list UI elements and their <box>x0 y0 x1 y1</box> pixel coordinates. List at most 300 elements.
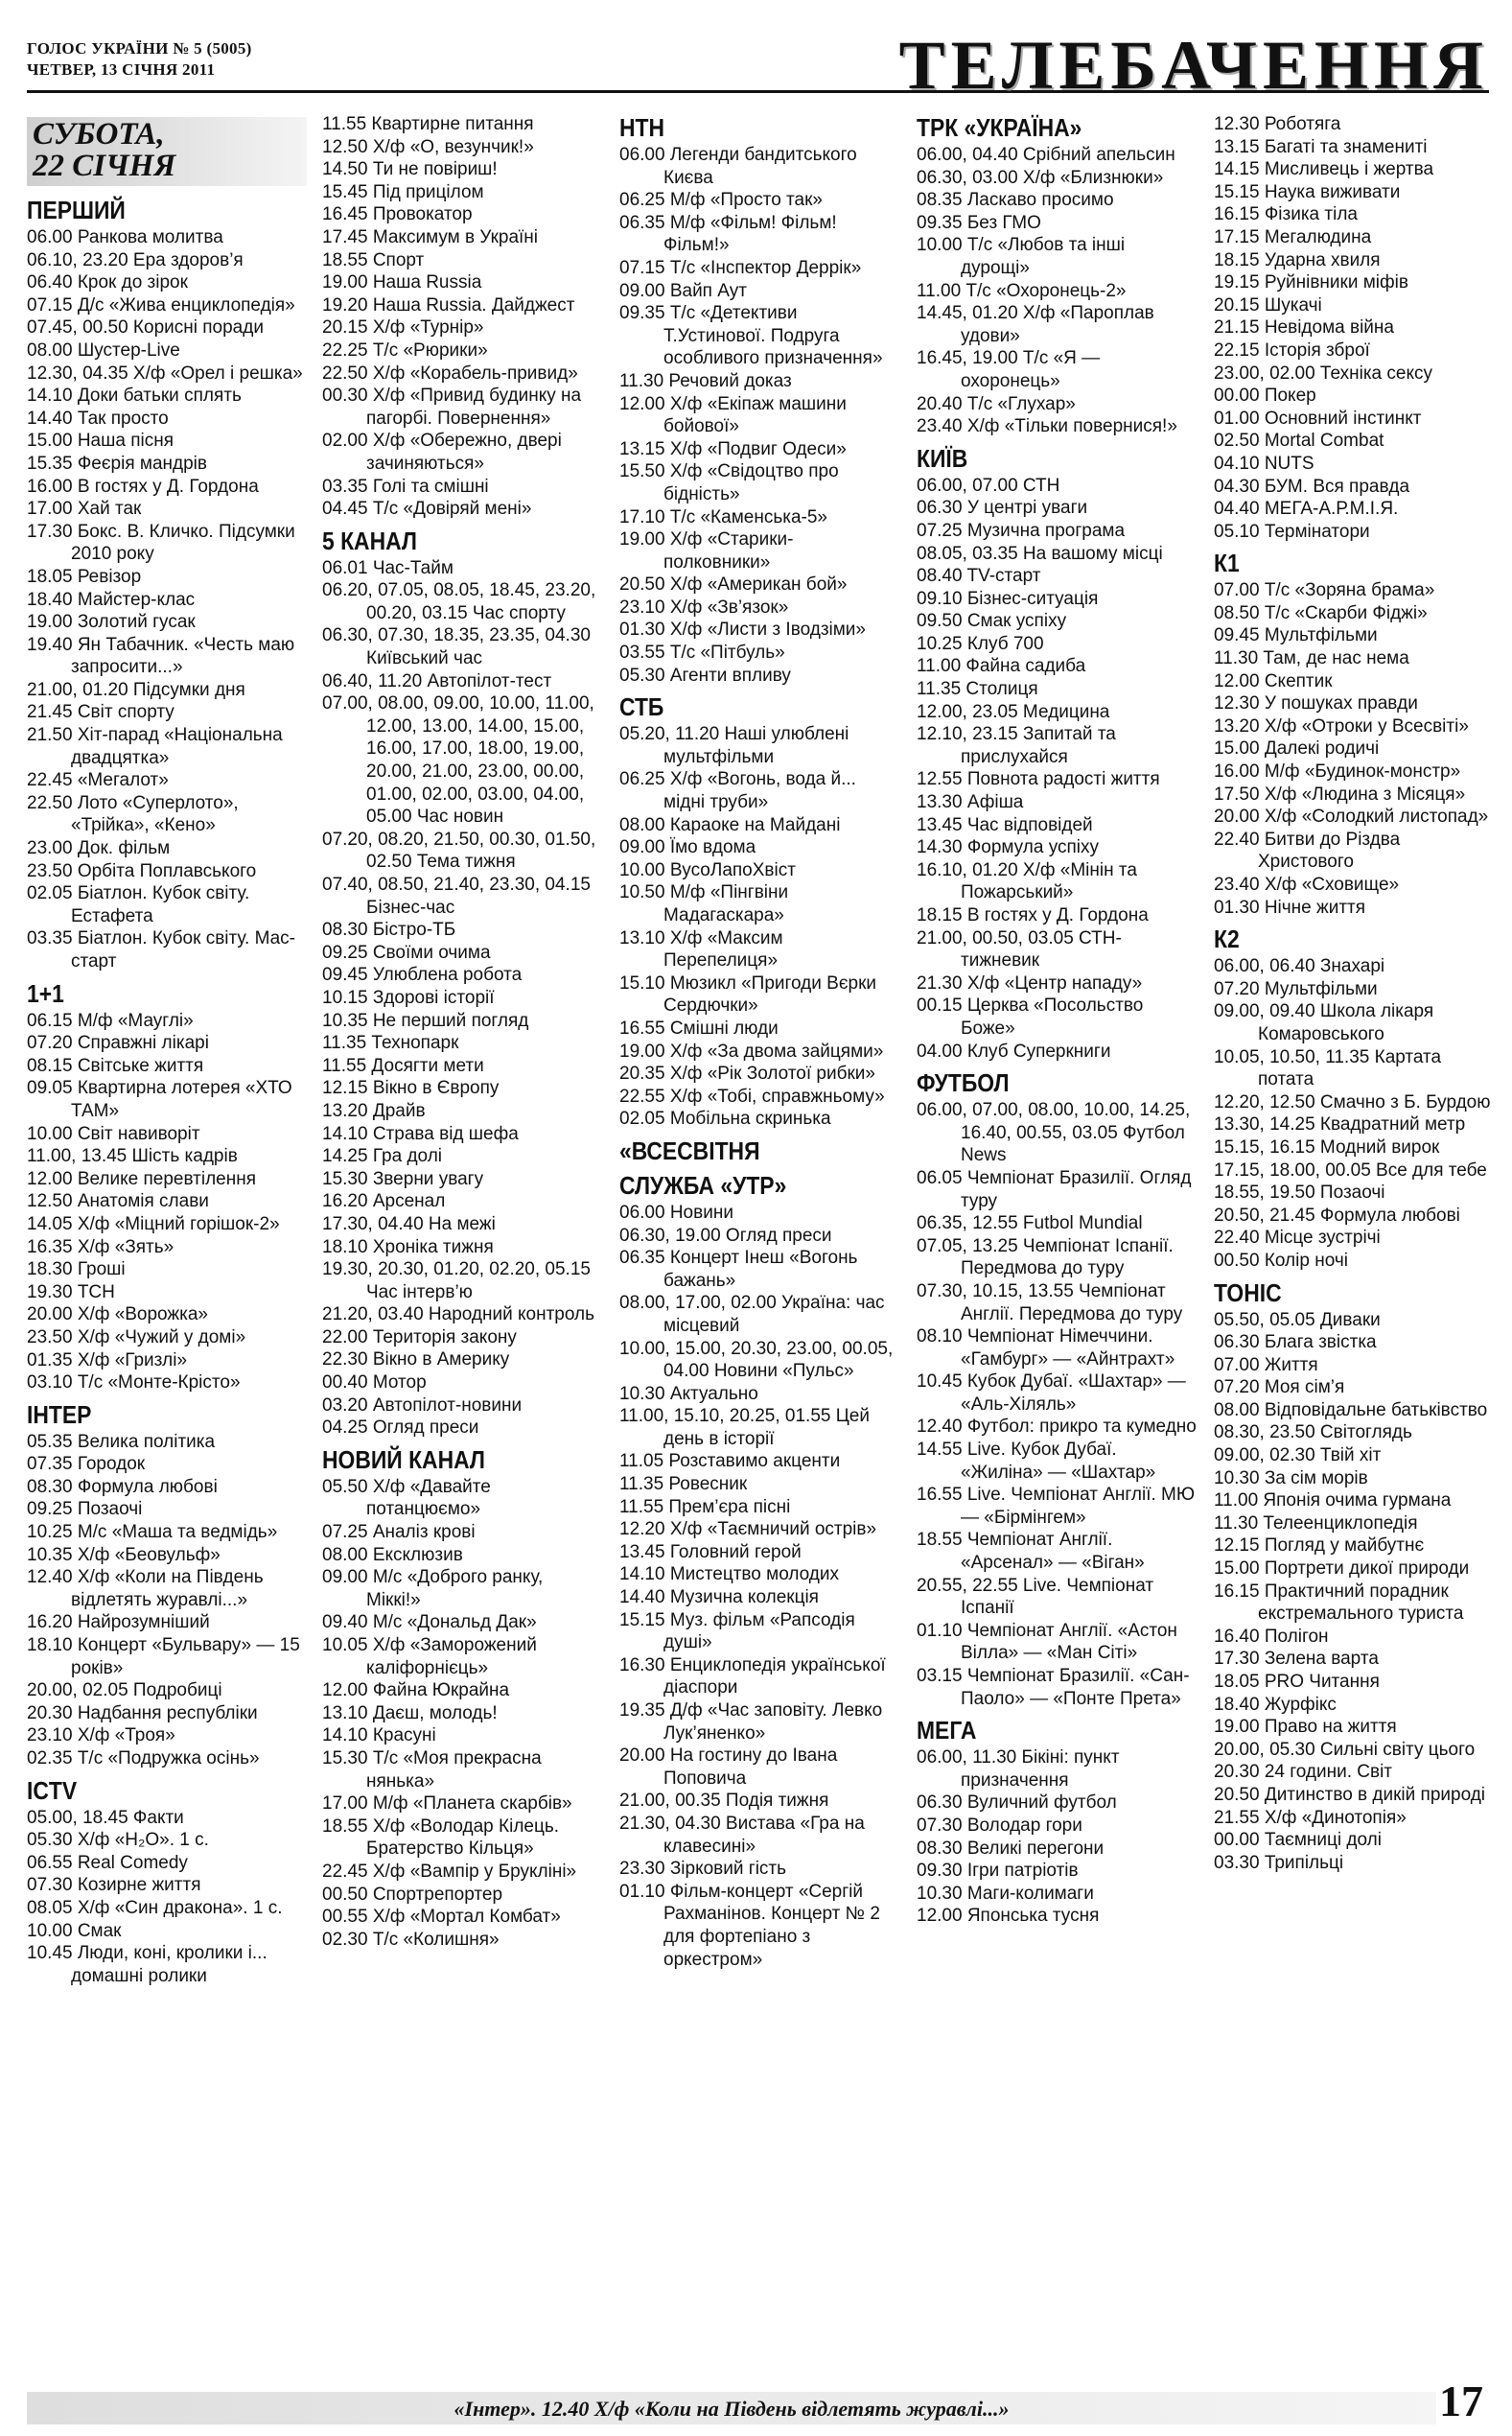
program-listing: 07.20, 08.20, 21.50, 00.30, 01.50, 02.50 Тема тижня <box>322 829 596 873</box>
program-listing: 19.30, 20.30, 01.20, 02.20, 05.15 Час інтерв’ю <box>322 1259 591 1302</box>
program-listing: 08.05, 03.35 На вашому місці <box>917 543 1163 564</box>
program-listing: 14.05 Х/ф «Міцний горішок-2» <box>27 1213 280 1234</box>
program-listing: 11.05 Розставимо акценти <box>619 1451 841 1472</box>
program-listing: 12.40 Х/ф «Коли на Південь відлетять журавлі...» <box>27 1567 264 1610</box>
program-listing: 19.00 Право на життя <box>1214 1717 1397 1738</box>
program-listing: 18.30 Гроші <box>27 1259 126 1280</box>
program-listing: 17.30 Бокс. В. Кличко. Підсумки 2010 року <box>27 521 295 565</box>
program-listing: 18.40 Журфікс <box>1214 1694 1337 1715</box>
program-listing: 09.35 Т/с «Детективи Т.Устинової. Подруга особливого призначення» <box>619 303 883 369</box>
program-listing: 00.00 Таємниці долі <box>1214 1830 1382 1851</box>
program-listing: 10.05, 10.50, 11.35 Картата потата <box>1214 1046 1442 1090</box>
program-listing: 21.45 Світ спорту <box>27 702 174 723</box>
program-listing: 00.00 Покер <box>1214 386 1316 407</box>
program-listing: 19.20 Наша Russia. Дайджест <box>322 294 575 316</box>
program-listing: 16.55 Смішні люди <box>619 1018 779 1039</box>
program-listing: 22.50 Х/ф «Корабель-привид» <box>322 363 578 384</box>
program-listing: 20.15 Шукачі <box>1214 294 1322 316</box>
program-listing: 15.45 Під прицілом <box>322 181 484 202</box>
program-listing: 12.55 Повнота радості життя <box>917 769 1160 790</box>
program-listing: 04.00 Клуб Суперкниги <box>917 1041 1111 1062</box>
program-listing: 11.30 Речовий доказ <box>619 370 792 391</box>
program-listing: 20.30 Надбання республіки <box>27 1702 258 1723</box>
channel-heading: СЛУЖБА «УТР» <box>619 1170 787 1200</box>
program-listing: 01.35 Х/ф «Гризлі» <box>27 1349 188 1370</box>
program-listing: 04.10 NUTS <box>1214 453 1314 474</box>
program-listing: 21.50 Хіт-парад «Національна двадцятка» <box>27 725 283 768</box>
program-listing: 05.50, 05.05 Диваки <box>1214 1309 1381 1330</box>
program-listing: 16.10, 01.20 Х/ф «Мінін та Пожарський» <box>917 859 1137 903</box>
day-weekday: СУБОТА, <box>33 117 165 152</box>
masthead-info <box>27 38 252 81</box>
program-listing: 21.00, 01.20 Підсумки дня <box>27 679 245 700</box>
program-listing: 20.00 На гостину до Івана Поповича <box>619 1745 838 1789</box>
channel-heading: «ВСЕСВІТНЯ <box>619 1136 760 1165</box>
program-listing: 17.10 Т/с «Каменська-5» <box>619 506 827 527</box>
program-listing: 08.10 Чемпіонат Німеччини. «Гамбург» — «Айнтрахт» <box>917 1326 1175 1370</box>
program-listing: 08.50 Т/с «Скарби Фіджі» <box>1214 602 1428 623</box>
program-listing: 06.00 Ранкова молитва <box>27 227 223 247</box>
program-listing: 13.10 Даєш, молодь! <box>322 1702 498 1723</box>
program-listing: 08.35 Ласкаво просимо <box>917 190 1114 211</box>
day-date: 22 СІЧНЯ <box>33 149 176 183</box>
program-listing: 21.15 Невідома війна <box>1214 317 1394 339</box>
day-banner <box>27 117 307 186</box>
program-listing: 05.30 Х/ф «H₂O». 1 с. <box>27 1830 209 1851</box>
program-listing: 15.50 Х/ф «Свідоцтво про бідність» <box>619 461 839 504</box>
program-listing: 07.30 Володар гори <box>917 1815 1082 1836</box>
program-listing: 02.05 Мобільна скринька <box>619 1109 831 1130</box>
program-listing: 08.00 Караоке на Майдані <box>619 814 841 835</box>
program-listing: 07.30, 10.15, 13.55 Чемпіонат Англії. Передмова до туру <box>917 1280 1183 1324</box>
program-listing: 00.15 Церква «Посольство Боже» <box>917 995 1144 1039</box>
program-listing: 19.00 Х/ф «Старики-полковники» <box>619 529 794 573</box>
program-listing: 18.55 Х/ф «Володар Кілець. Братерство Кільця» <box>322 1815 560 1860</box>
channel-heading: НТН <box>619 113 665 142</box>
program-listing: 21.30 Х/ф «Центр нападу» <box>917 972 1143 994</box>
program-listing: 17.30 Зелена варта <box>1214 1649 1379 1670</box>
program-listing: 22.15 Історія зброї <box>1214 340 1370 361</box>
program-listing: 09.00 М/с «Доброго ранку, Міккі!» <box>322 1567 544 1610</box>
program-listing: 20.15 Х/ф «Турнір» <box>322 317 484 339</box>
program-listing: 09.00, 02.30 Твій хіт <box>1214 1445 1382 1466</box>
program-listing: 09.45 Мультфільми <box>1214 625 1378 646</box>
program-listing: 11.35 Технопарк <box>322 1033 459 1054</box>
program-listing: 12.30, 04.35 Х/ф «Орел і решка» <box>27 363 303 384</box>
program-listing: 02.05 Біатлон. Кубок світу. Естафета <box>27 883 250 926</box>
program-listing: 12.50 Х/ф «О, везунчик!» <box>322 136 534 157</box>
program-listing: 22.50 Лото «Суперлото», «Трійка», «Кено» <box>27 792 239 836</box>
program-listing: 18.05 PRO Читання <box>1214 1672 1380 1692</box>
program-listing: 06.00, 04.40 Срібний апельсин <box>917 145 1175 165</box>
program-listing: 19.35 Д/ф «Час заповіту. Левко Лук’яненко» <box>619 1700 883 1744</box>
program-listing: 17.30, 04.40 На межі <box>322 1213 496 1234</box>
channel-heading: СТБ <box>619 692 664 722</box>
page-header <box>27 27 1489 105</box>
program-listing: 22.40 Місце зустрічі <box>1214 1228 1381 1249</box>
program-listing: 19.15 Руйнівники міфів <box>1214 272 1408 293</box>
program-listing: 14.55 Live. Кубок Дубаї. «Жиліна» — «Шахтар» <box>917 1440 1156 1483</box>
program-listing: 21.00, 00.50, 03.05 СТН-тижневик <box>917 927 1122 972</box>
page-number: 17 <box>1439 2377 1483 2425</box>
channel-heading: 5 КАНАЛ <box>322 526 417 555</box>
program-listing: 20.50, 21.45 Формула любові <box>1214 1205 1460 1226</box>
program-listing: 14.30 Формула успіху <box>917 837 1099 858</box>
program-listing: 01.30 Нічне життя <box>1214 897 1366 918</box>
program-listing: 11.00, 13.45 Шість кадрів <box>27 1146 238 1167</box>
paper-issue: ГОЛОС УКРАЇНИ № 5 (5005) <box>27 39 252 58</box>
program-listing: 06.00, 06.40 Знахарі <box>1214 956 1385 977</box>
program-listing: 10.05 Х/ф «Заморожений каліфорнієць» <box>322 1635 537 1678</box>
program-listing: 06.00 Новини <box>619 1202 733 1223</box>
program-listing: 19.30 ТСН <box>27 1281 115 1302</box>
program-listing: 05.50 Х/ф «Давайте потанцюємо» <box>322 1476 491 1520</box>
program-listing: 10.30 Маги-колимаги <box>917 1883 1094 1904</box>
program-listing: 03.20 Автопілот-новини <box>322 1394 523 1416</box>
program-listing: 04.25 Огляд преси <box>322 1417 479 1439</box>
program-listing: 15.15, 16.15 Модний вирок <box>1214 1136 1440 1158</box>
program-listing: 17.50 Х/ф «Людина з Місяця» <box>1214 784 1466 805</box>
channel-heading: ПЕРШИЙ <box>27 196 126 224</box>
program-listing: 01.10 Чемпіонат Англії. «Астон Вілла» — «Ман Сіті» <box>917 1620 1177 1664</box>
program-listing: 01.10 Фільм-концерт «Сергій Рахманінов. Концерт № 2 для фортепіано з оркестром» <box>619 1881 880 1970</box>
program-listing: 08.40 TV-старт <box>917 566 1041 587</box>
program-listing: 20.00 Х/ф «Солодкий листопад» <box>1214 807 1489 828</box>
program-listing: 06.55 Real Comedy <box>27 1852 188 1873</box>
program-listing: 21.00, 00.35 Подія тижня <box>619 1791 829 1812</box>
program-listing: 06.30, 03.00 Х/ф «Близнюки» <box>917 167 1164 188</box>
program-listing: 16.30 Енциклопедія української діаспори <box>619 1654 886 1698</box>
program-listing: 17.00 Хай так <box>27 499 142 520</box>
program-listing: 16.35 Х/ф «Зять» <box>27 1236 174 1257</box>
program-listing: 19.00 Наша Russia <box>322 272 482 293</box>
program-listing: 20.35 Х/ф «Рік Золотої рибки» <box>619 1064 875 1085</box>
program-listing: 22.30 Вікно в Америку <box>322 1349 510 1370</box>
program-listing: 16.45, 19.00 Т/с «Я — охоронець» <box>917 348 1101 391</box>
program-listing: 12.20 Х/ф «Таємничий острів» <box>619 1519 877 1540</box>
program-listing: 12.30 У пошуках правди <box>1214 693 1418 714</box>
channel-heading: ТРК «УКРАЇНА» <box>917 113 1082 142</box>
channel-heading: ІНТЕР <box>27 1399 92 1429</box>
program-listing: 18.05 Ревізор <box>27 566 142 587</box>
program-listing: 06.35, 12.55 Futbol Mundial <box>917 1213 1143 1234</box>
program-listing: 03.55 Т/с «Пітбуль» <box>619 643 785 664</box>
program-listing: 06.30 У центрі уваги <box>917 498 1088 519</box>
program-listing: 21.30, 04.30 Вистава «Гра на клавесині» <box>619 1813 865 1857</box>
program-listing: 13.30 Афіша <box>917 792 1024 813</box>
program-listing: 06.30, 07.30, 18.35, 23.35, 04.30 Київський час <box>322 625 591 669</box>
program-listing: 10.50 М/ф «Пінгвіни Мадагаскара» <box>619 882 789 925</box>
program-listing: 12.30 Роботяга <box>1214 114 1341 134</box>
program-listing: 00.50 Спортрепортер <box>322 1884 503 1905</box>
program-listing: 16.20 Арсенал <box>322 1191 446 1212</box>
program-listing: 12.00 Х/ф «Екіпаж машини бойової» <box>619 393 847 437</box>
program-listing: 06.25 М/ф «Просто так» <box>619 190 823 211</box>
program-listing: 09.00, 09.40 Школа лікаря Комаровського <box>1214 1001 1434 1044</box>
program-listing: 10.00 Т/с «Любов та інші дурощі» <box>917 235 1126 278</box>
program-listing: 03.15 Чемпіонат Бразилії. «Сан-Паоло» — «Понте Прета» <box>917 1666 1190 1709</box>
program-listing: 12.00 Японська тусня <box>917 1906 1100 1927</box>
program-listing: 06.00, 07.00 СТН <box>917 475 1060 496</box>
program-listing: 01.00 Основний інстинкт <box>1214 408 1422 429</box>
page-footer <box>27 2377 1489 2425</box>
program-listing: 18.10 Хроніка тижня <box>322 1236 494 1257</box>
channel-heading: МЕГА <box>917 1716 977 1745</box>
program-listing: 06.01 Час-Тайм <box>322 557 454 578</box>
program-listing: 13.30, 14.25 Квадратний метр <box>1214 1114 1466 1136</box>
program-listing: 07.35 Городок <box>27 1454 146 1475</box>
program-listing: 08.00 Відповідальне батьківство <box>1214 1399 1488 1420</box>
program-listing: 08.30, 23.50 Світоглядь <box>1214 1422 1412 1443</box>
program-listing: 14.40 Так просто <box>27 408 169 429</box>
program-listing: 05.35 Велика політика <box>27 1431 216 1452</box>
program-listing: 22.55 Х/ф «Тобі, справжньому» <box>619 1086 885 1107</box>
program-listing: 09.00 Вайп Аут <box>619 280 747 301</box>
program-listing: 19.00 Золотий гусак <box>27 612 196 633</box>
channel-heading: ICTV <box>27 1775 78 1805</box>
program-listing: 18.40 Майстер-клас <box>27 589 196 610</box>
channel-heading: ФУТБОЛ <box>917 1068 1010 1098</box>
program-listing: 10.45 Кубок Дубаї. «Шахтар» — «Аль-Хіляль» <box>917 1371 1186 1415</box>
program-listing: 16.15 Практичний порадник екстремального туриста <box>1214 1581 1464 1625</box>
program-listing: 15.30 Т/с «Моя прекрасна нянька» <box>322 1747 542 1792</box>
channel-heading: КИЇВ <box>917 443 968 473</box>
program-listing: 12.00, 23.05 Медицина <box>917 701 1110 722</box>
program-listing: 07.00 Життя <box>1214 1354 1318 1375</box>
program-listing: 20.55, 22.55 Live. Чемпіонат Іспанії <box>917 1575 1154 1619</box>
program-listing: 12.50 Анатомія слави <box>27 1191 209 1212</box>
program-listing: 02.00 Х/ф «Обережно, двері зачиняються» <box>322 431 562 474</box>
program-listing: 09.45 Улюблена робота <box>322 965 523 986</box>
program-listing: 10.45 Люди, коні, кролики і... домашні ролики <box>27 1943 268 1986</box>
program-listing: 03.10 Т/с «Монте-Крісто» <box>27 1372 241 1394</box>
program-listing: 07.25 Музична програма <box>917 520 1126 541</box>
program-listing: 22.40 Битви до Різдва Христового <box>1214 829 1401 873</box>
program-listing: 10.25 М/с «Маша та ведмідь» <box>27 1522 278 1543</box>
program-listing: 08.30 Формула любові <box>27 1476 218 1497</box>
program-listing: 08.30 Бістро-ТБ <box>322 920 456 941</box>
program-listing: 10.00 Смак <box>27 1920 122 1941</box>
program-listing: 08.30 Великі перегони <box>917 1838 1105 1859</box>
program-listing: 14.10 Доки батьки сплять <box>27 386 242 407</box>
program-listing: 00.30 Х/ф «Привид будинку на пагорбі. Повернення» <box>322 386 582 429</box>
program-listing: 04.45 Т/с «Довіряй мені» <box>322 499 532 520</box>
program-listing: 09.35 Без ГМО <box>917 212 1041 233</box>
program-listing: 16.15 Фізика тіла <box>1214 204 1358 225</box>
program-listing: 14.10 Мистецтво молодих <box>619 1564 839 1585</box>
program-listing: 11.00 Т/с «Охоронець-2» <box>917 280 1127 301</box>
program-listing: 16.40 Полігон <box>1214 1626 1329 1647</box>
program-listing: 12.00 Скептик <box>1214 670 1333 691</box>
program-listing: 23.50 Орбіта Поплавського <box>27 860 257 881</box>
program-listing: 16.20 Найрозумніший <box>27 1612 210 1633</box>
program-listing: 10.35 Х/ф «Беовульф» <box>27 1544 221 1565</box>
program-listing: 06.15 М/ф «Мауглі» <box>27 1010 194 1031</box>
program-listing: 05.20, 11.20 Наші улюблені мультфільми <box>619 724 849 767</box>
program-listing: 23.00 Док. фільм <box>27 838 171 859</box>
program-listing: 07.15 Т/с «Інспектор Деррік» <box>619 257 862 278</box>
program-listing: 08.05 Х/ф «Син дракона». 1 с. <box>27 1897 283 1918</box>
program-listing: 13.45 Час відповідей <box>917 814 1093 835</box>
program-listing: 18.55 Чемпіонат Англії. «Арсенал» — «Віган» <box>917 1530 1145 1574</box>
program-listing: 15.10 Мюзикл «Пригоди Вєрки Сердючки» <box>619 972 877 1017</box>
program-listing: 19.40 Ян Табачник. «Честь маю запросити...» <box>27 634 295 678</box>
program-listing: 21.55 Х/ф «Динотопія» <box>1214 1807 1407 1828</box>
program-listing: 06.40 Крок до зірок <box>27 272 188 293</box>
program-listing: 08.00 Ексклюзив <box>322 1544 463 1565</box>
program-listing: 16.00 М/ф «Будинок-монстр» <box>1214 761 1461 783</box>
program-listing: 06.30, 19.00 Огляд преси <box>619 1225 832 1246</box>
program-listing: 07.15 Д/с «Жива енциклопедія» <box>27 294 295 316</box>
program-listing: 11.30 Там, де нас нема <box>1214 648 1409 669</box>
program-listing: 12.10, 23.15 Запитай та прислухайся <box>917 724 1116 767</box>
program-listing: 20.40 Т/с «Глухар» <box>917 393 1076 414</box>
program-listing: 08.00, 17.00, 02.00 Україна: час місцевий <box>619 1293 885 1336</box>
schedule-column-1 <box>27 113 307 1987</box>
program-listing: 00.50 Колір ночі <box>1214 1250 1348 1271</box>
program-listing: 07.00 Т/с «Зоряна брама» <box>1214 580 1435 601</box>
program-listing: 14.50 Ти не повіриш! <box>322 159 498 180</box>
program-listing: 23.40 Х/ф «Тільки повернися!» <box>917 416 1177 437</box>
program-listing: 09.40 М/с «Дональд Дак» <box>322 1612 537 1633</box>
program-listing: 12.15 Вікно в Європу <box>322 1078 500 1099</box>
program-listing: 11.35 Столиця <box>917 679 1038 700</box>
program-listing: 18.10 Концерт «Бульвару» — 15 років» <box>27 1635 300 1678</box>
program-listing: 07.00, 08.00, 09.00, 10.00, 11.00, 12.00, 13.00, 14.00, 15.00, 16.00, 17.00, 18.00, 19.00, 20.00, 21.00, 23.00, 00.00, 01.00, 02.00, 03.00, 04.00, 05.00 Час новин <box>322 693 594 828</box>
channel-heading: ТОНІС <box>1214 1277 1282 1307</box>
program-listing: 10.00, 15.00, 20.30, 23.00, 00.05, 04.00 Новини «Пульс» <box>619 1338 894 1382</box>
program-listing: 23.40 Х/ф «Сховище» <box>1214 875 1400 895</box>
program-listing: 19.00 Х/ф «За двома зайцями» <box>619 1041 884 1062</box>
program-listing: 08.15 Світське життя <box>27 1055 204 1076</box>
program-listing: 14.40 Музична колекція <box>619 1587 819 1608</box>
program-listing: 10.35 Не перший погляд <box>322 1010 529 1031</box>
program-listing: 15.35 Феєрія мандрів <box>27 453 207 474</box>
program-listing: 11.00 Файна садиба <box>917 656 1086 677</box>
program-listing: 04.30 БУМ. Вся правда <box>1214 476 1410 497</box>
program-listing: 12.00 Велике перевтілення <box>27 1168 257 1189</box>
program-listing: 13.20 Драйв <box>322 1100 426 1121</box>
program-listing: 13.15 Х/ф «Подвиг Одеси» <box>619 438 847 459</box>
program-listing: 08.00 Шустер-Live <box>27 340 180 361</box>
program-listing: 03.30 Трипільці <box>1214 1852 1344 1873</box>
program-listing: 02.50 Mortal Combat <box>1214 431 1384 452</box>
program-listing: 10.30 За сім морів <box>1214 1467 1368 1488</box>
schedule-column-3 <box>619 113 899 1971</box>
program-listing: 07.40, 08.50, 21.40, 23.30, 04.15 Бізнес-час <box>322 875 591 918</box>
program-listing: 02.30 Т/с «Колишня» <box>322 1929 500 1950</box>
program-listing: 18.55, 19.50 Позаочі <box>1214 1183 1385 1204</box>
program-listing: 12.40 Футбол: прикро та кумедно <box>917 1417 1197 1438</box>
program-listing: 14.10 Красуні <box>322 1725 436 1746</box>
schedule-column-5 <box>1214 113 1494 1874</box>
program-listing: 16.00 В гостях у Д. Гордона <box>27 476 259 497</box>
program-listing: 07.30 Козирне життя <box>27 1875 201 1896</box>
program-listing: 23.30 Зірковий гість <box>619 1859 787 1880</box>
program-listing: 00.40 Мотор <box>322 1372 427 1394</box>
program-listing: 11.55 Квартирне питання <box>322 114 534 134</box>
program-listing: 06.40, 11.20 Автопілот-тест <box>322 670 552 691</box>
program-listing: 21.20, 03.40 Народний контроль <box>322 1304 595 1325</box>
program-listing: 15.00 Далекі родичі <box>1214 738 1380 760</box>
program-listing: 14.10 Страва від шефа <box>322 1123 519 1144</box>
program-listing: 06.00, 07.00, 08.00, 10.00, 14.25, 16.40, 00.55, 03.05 Футбол News <box>917 1100 1191 1166</box>
channel-heading: К2 <box>1214 925 1240 954</box>
program-listing: 12.00 Файна Юкрайна <box>322 1680 510 1701</box>
program-listing: 10.00 Світ навиворіт <box>27 1123 200 1144</box>
program-listing: 12.15 Погляд у майбутнє <box>1214 1535 1425 1557</box>
program-listing: 23.00, 02.00 Техніка сексу <box>1214 363 1432 384</box>
program-listing: 23.10 Х/ф «Зв’язок» <box>619 597 789 618</box>
program-listing: 01.30 Х/ф «Листи з Іводзіми» <box>619 620 866 641</box>
channel-heading: К1 <box>1214 549 1240 578</box>
program-listing: 17.15, 18.00, 00.05 Все для тебе <box>1214 1159 1487 1181</box>
program-listing: 10.15 Здорові історії <box>322 987 495 1008</box>
program-listing: 11.00 Японія очима гурмана <box>1214 1490 1452 1511</box>
program-listing: 07.25 Аналіз крові <box>322 1522 476 1543</box>
program-listing: 07.45, 00.50 Корисні поради <box>27 317 264 339</box>
program-listing: 15.00 Наша пісня <box>27 431 174 452</box>
schedule-column-4 <box>917 113 1197 1928</box>
program-listing: 12.20, 12.50 Смачно з Б. Бурдою <box>1214 1091 1491 1113</box>
program-listing: 07.05, 13.25 Чемпіонат Іспанії. Передмова до туру <box>917 1235 1174 1279</box>
program-listing: 05.00, 18.45 Факти <box>27 1807 184 1828</box>
program-listing: 10.30 Актуально <box>619 1383 758 1404</box>
program-listing: 17.45 Максимум в Україні <box>322 226 539 247</box>
program-listing: 14.15 Мисливець і жертва <box>1214 159 1434 180</box>
program-listing: 20.00 Х/ф «Ворожка» <box>27 1304 208 1325</box>
program-listing: 13.10 Х/ф «Максим Перепелиця» <box>619 927 783 972</box>
program-listing: 11.55 Досягти мети <box>322 1055 484 1076</box>
program-listing: 15.00 Портрети дикої природи <box>1214 1558 1470 1580</box>
program-listing: 07.20 Справжні лікарі <box>27 1033 209 1054</box>
program-listing: 06.30 Вуличний футбол <box>917 1792 1117 1814</box>
program-listing: 20.30 24 години. Світ <box>1214 1762 1393 1783</box>
program-listing: 15.15 Муз. фільм «Рапсодія душі» <box>619 1609 855 1653</box>
program-listing: 22.45 Х/ф «Вампір у Брукліні» <box>322 1861 577 1882</box>
program-listing: 11.00, 15.10, 20.25, 01.55 Цей день в історії <box>619 1406 870 1449</box>
program-listing: 18.55 Спорт <box>322 249 425 270</box>
program-listing: 06.35 Концерт Інеш «Вогонь бажань» <box>619 1248 858 1291</box>
program-listing: 13.20 Х/ф «Отроки у Всесвіті» <box>1214 715 1469 737</box>
program-listing: 23.50 Х/ф «Чужий у домі» <box>27 1326 246 1347</box>
program-listing: 06.00, 11.30 Бікіні: пункт призначення <box>917 1747 1120 1791</box>
program-listing: 11.55 Прем’єра пісні <box>619 1496 791 1517</box>
program-listing: 04.40 МЕГА-А.Р.М.І.Я. <box>1214 499 1399 520</box>
program-listing: 11.35 Ровесник <box>619 1474 748 1495</box>
channel-heading: НОВИЙ КАНАЛ <box>322 1444 485 1474</box>
program-listing: 09.30 Ігри патріотів <box>917 1861 1079 1882</box>
program-listing: 06.35 М/ф «Фільм! Фільм! Фільм!» <box>619 212 837 256</box>
program-listing: 17.15 Мегалюдина <box>1214 226 1372 247</box>
channel-heading: 1+1 <box>27 978 64 1008</box>
program-listing: 05.10 Термінатори <box>1214 521 1370 542</box>
program-listing: 17.00 М/ф «Планета скарбів» <box>322 1793 572 1815</box>
program-listing: 18.15 В гостях у Д. Гордона <box>917 905 1149 925</box>
section-title: ТЕЛЕБАЧЕННЯ <box>898 27 1489 104</box>
program-listing: 22.00 Територія закону <box>322 1326 517 1347</box>
program-listing: 06.00 Легенди бандитського Києва <box>619 145 857 188</box>
program-listing: 06.10, 23.20 Ера здоров’я <box>27 249 244 270</box>
schedule-column-2 <box>322 113 602 1951</box>
program-listing: 14.45, 01.20 Х/ф «Пароплав удови» <box>917 303 1154 346</box>
program-listing: 20.00, 02.05 Подробиці <box>27 1680 222 1701</box>
program-listing: 20.50 Дитинство в дикій природі <box>1214 1784 1486 1805</box>
footer-promo: «Інтер». 12.40 Х/ф «Коли на Південь відлетять журавлі...» <box>454 2397 1010 2421</box>
program-listing: 20.50 Х/ф «Американ бой» <box>619 574 848 596</box>
program-listing: 15.30 Зверни увагу <box>322 1168 484 1189</box>
program-listing: 10.00 ВусоЛапоХвіст <box>619 859 796 880</box>
